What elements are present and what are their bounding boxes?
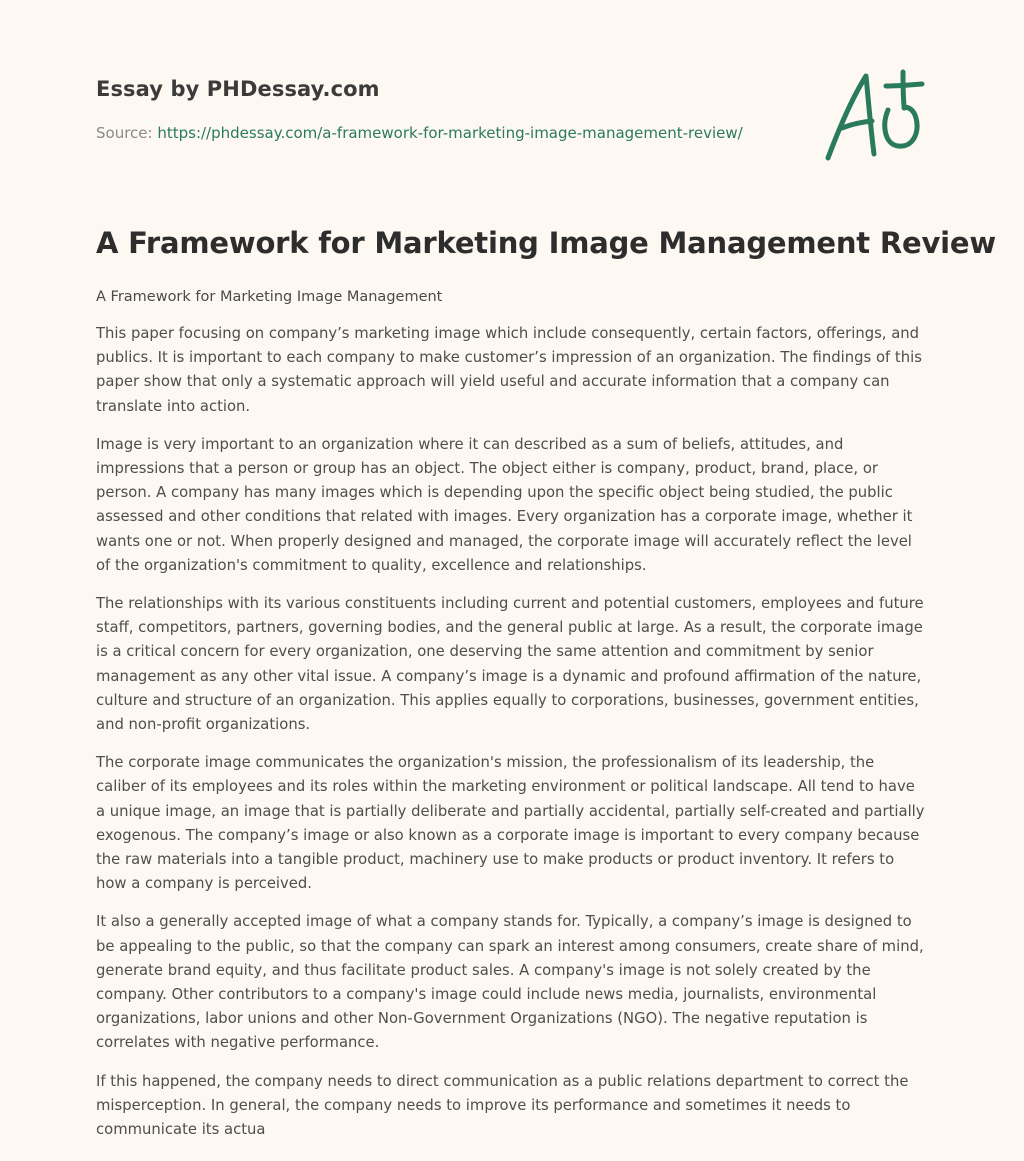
source-line — [96, 124, 743, 142]
paragraph: The corporate image communicates the organization's mission, the professionalism of its leadership, the caliber of its employees and its roles within the marketing environment or political landscape. All tend to have a unique image, an image that is partially deliberate and partially accidental, partially self-created and partially exogenous. The company’s image or also known as a corporate image is important to every company because the raw materials into a tangible product, machinery use to make products or product inventory. It refers to how a company is perceived. — [96, 754, 925, 893]
paragraph: It also a generally accepted image of what a company stands for. Typically, a company’s image is designed to be appealing to the public, so that the company can spark an interest among consumers, create share of mind, generate brand equity, and thus facilitate product sales. A company's image is not solely created by the company. Other contributors to a company's image could include news media, journalists, environmental organizations, labor unions and other Non-Government Organizations (NGO). The negative reputation is correlates with negative performance. — [96, 913, 924, 1052]
paragraph: If this happened, the company needs to direct communication as a public relations department to correct the misperception. In general, the company needs to improve its performance and sometimes it needs to communicate its actua — [96, 1072, 909, 1139]
site-brand: Essay by PHDessay.com — [96, 77, 380, 101]
paragraph: This paper focusing on company’s marketing image which include consequently, certain factors, offerings, and publics. It is important to each company to make customer’s impression of an organization. The findings of this paper show that only a systematic approach will yield useful and accurate information that a company can translate into action. — [96, 325, 922, 415]
source-link[interactable]: https://phdessay.com/a-framework-for-marketing-image-management-review/ — [157, 124, 743, 142]
a-plus-logo — [818, 66, 930, 166]
source-label: Source: — [96, 124, 158, 142]
essay-subtitle: A Framework for Marketing Image Management — [96, 289, 443, 305]
essay-body — [96, 287, 928, 1156]
essay-title: A Framework for Marketing Image Management Review — [96, 226, 996, 260]
paragraph: Image is very important to an organization where it can described as a sum of beliefs, attitudes, and impressions that a person or group has an object. The object either is company, product, brand, place, or person. A company has many images which is depending upon the specific object being studied, the public assessed and other conditions that related with images. Every organization has a corporate image, whether it wants one or not. When properly designed and managed, the corporate image will accurately reflect the level of the organization's commitment to quality, excellence and relationships. — [96, 435, 913, 574]
paragraph: The relationships with its various constituents including current and potential customers, employees and future staff, competitors, partners, governing bodies, and the general public at large. As a result, the corporate image is a critical concern for every organization, one deserving the same attention and commitment by senior management as any other vital issue. A company’s image is a dynamic and profound affirmation of the nature, culture and structure of an organization. This applies equally to corporations, businesses, government entities, and non-profit organizations. — [96, 595, 924, 734]
